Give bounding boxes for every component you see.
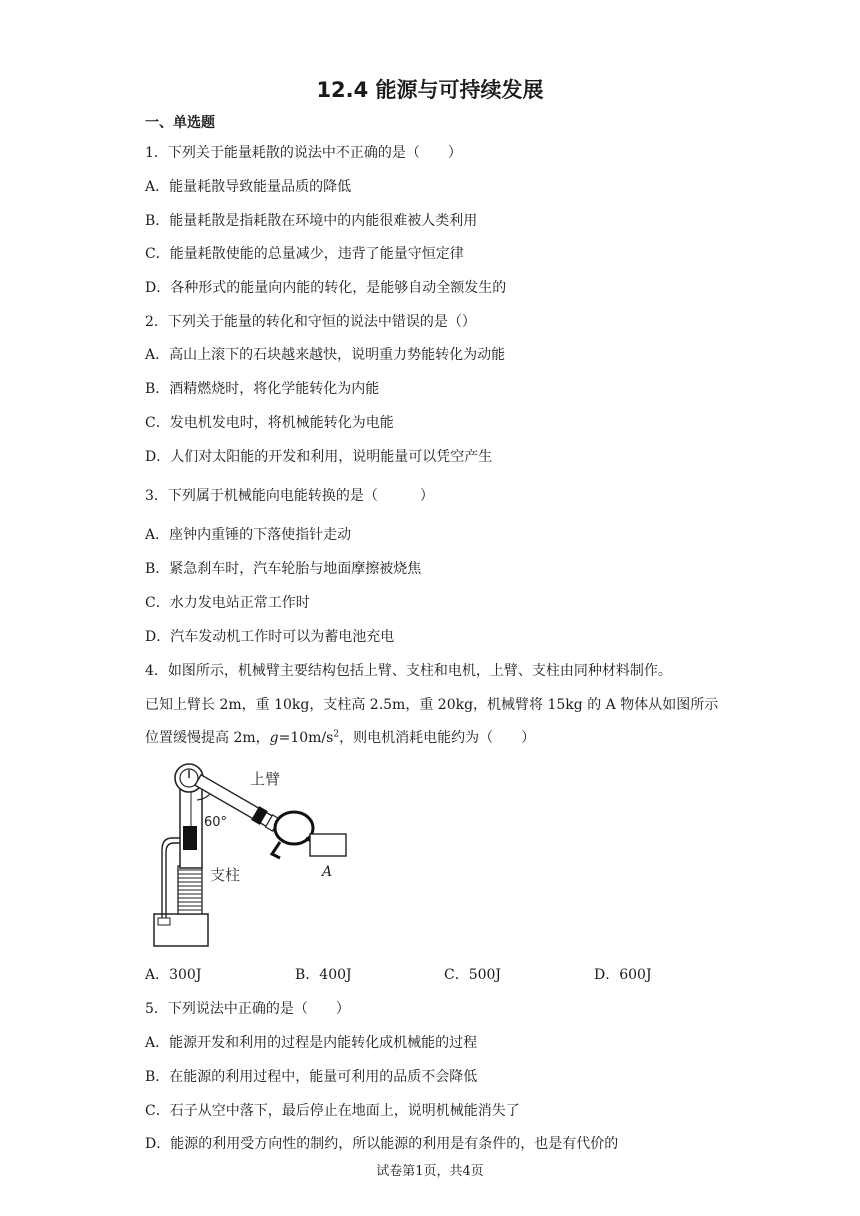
q4-stem-text: 位置缓慢提高 2m， xyxy=(145,730,270,746)
q4-option-a: A．300J xyxy=(145,967,202,983)
q2-option-c: C．发电机发电时，将机械能转化为电能 xyxy=(145,415,394,431)
q4-option-d: D．600J xyxy=(594,967,652,983)
robot-arm-diagram xyxy=(148,760,353,950)
object-a-block xyxy=(310,834,346,856)
q2-option-b: B．酒精燃烧时，将化学能转化为内能 xyxy=(145,381,380,397)
q3-option-a: A．座钟内重锤的下落使指针走动 xyxy=(145,527,352,543)
q5-option-b: B．在能源的利用过程中，能量可利用的品质不会降低 xyxy=(145,1069,478,1085)
q4-option-c: C．500J xyxy=(444,967,502,983)
q3-stem: 3．下列属于机械能向电能转换的是（ ） xyxy=(145,488,434,504)
q2-stem: 2．下列关于能量的转化和守恒的说法中错误的是（） xyxy=(145,314,476,330)
q4-stem-line1: 4．如图所示，机械臂主要结构包括上臂、支柱和电机，上臂、支柱由同种材料制作。 xyxy=(145,663,672,679)
q1-stem: 1．下列关于能量耗散的说法中不正确的是（ ） xyxy=(145,145,462,161)
q1-option-c: C．能量耗散使能的总量减少，违背了能量守恒定律 xyxy=(145,246,464,262)
page-footer: 试卷第1页，共4页 xyxy=(376,1164,484,1179)
section-heading: 一、单选题 xyxy=(145,115,215,131)
q5-option-c: C．石子从空中落下，最后停止在地面上，说明机械能消失了 xyxy=(145,1103,520,1119)
page-title: 12.4 能源与可持续发展 xyxy=(316,78,544,102)
gravity-value: =10m/s xyxy=(278,730,334,746)
q2-option-a: A．高山上滚下的石块越来越快，说明重力势能转化为动能 xyxy=(145,347,506,363)
q4-stem-line2: 已知上臂长 2m，重 10kg，支柱高 2.5m，重 20kg，机械臂将 15kg 的 A 物体从如图所示 xyxy=(145,697,719,713)
q3-option-c: C．水力发电站正常工作时 xyxy=(145,595,310,611)
gravity-symbol: g xyxy=(269,730,279,746)
q4-option-b: B．400J xyxy=(295,967,352,983)
q4-stem-line3 xyxy=(145,727,535,747)
q3-option-b: B．紧急刹车时，汽车轮胎与地面摩擦被烧焦 xyxy=(145,561,422,577)
q2-option-d: D．人们对太阳能的开发和利用，说明能量可以凭空产生 xyxy=(145,449,493,465)
label-object-a: A xyxy=(322,864,333,880)
label-upper-arm: 上臂 xyxy=(250,770,281,788)
exponent: 2 xyxy=(333,729,340,740)
column-slider xyxy=(183,826,197,850)
robot-arm-figure xyxy=(148,760,353,954)
q5-option-a: A．能源开发和利用的过程是内能转化成机械能的过程 xyxy=(145,1035,478,1051)
base-slot xyxy=(158,918,170,925)
q1-option-b: B．能量耗散是指耗散在环境中的内能很难被人类利用 xyxy=(145,213,478,229)
label-column: 支柱 xyxy=(210,866,241,884)
q5-option-d: D．能源的利用受方向性的制约，所以能源的利用是有条件的，也是有代价的 xyxy=(145,1136,619,1152)
label-angle: 60° xyxy=(204,815,228,830)
q5-stem: 5．下列说法中正确的是（ ） xyxy=(145,1001,350,1017)
q4-stem-tail: ，则电机消耗电能约为（ ） xyxy=(339,730,536,746)
gripper-jaw-left xyxy=(272,842,280,858)
hose-outer xyxy=(162,838,180,918)
q1-option-d: D．各种形式的能量向内能的转化，是能够自动全额发生的 xyxy=(145,280,507,296)
q1-option-a: A．能量耗散导致能量品质的降低 xyxy=(145,179,352,195)
q3-option-d: D．汽车发动机工作时可以为蓄电池充电 xyxy=(145,629,395,645)
